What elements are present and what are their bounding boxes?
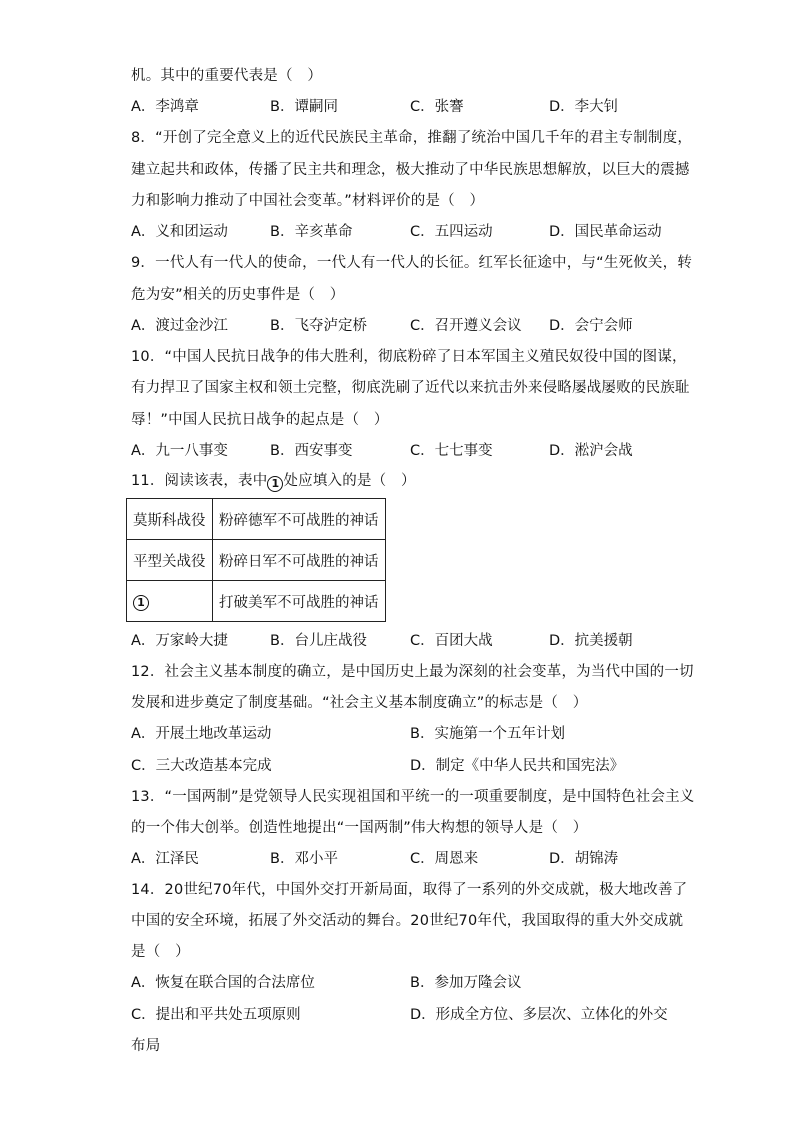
q10-stem-line: 10．“中国人民抗日战争的伟大胜利，彻底粉碎了日本军国主义殖民奴役中国的图谋， bbox=[131, 349, 687, 365]
q8-option-d: D．国民革命运动 bbox=[549, 224, 662, 240]
q7-option-b: B．谭嗣同 bbox=[270, 99, 338, 115]
q14-option-b: B．参加万隆会议 bbox=[410, 975, 522, 991]
q10-stem-line: 辱！”中国人民抗日战争的起点是（ ） bbox=[131, 412, 389, 428]
q11-stem-prefix: 11．阅读该表，表中 bbox=[131, 473, 268, 489]
table-cell: 粉碎德军不可战胜的神话 bbox=[213, 499, 386, 540]
q7-option-c: C．张謇 bbox=[410, 99, 464, 115]
q10-option-b: B．西安事变 bbox=[270, 443, 353, 459]
q12-option-a: A．开展土地改革运动 bbox=[131, 726, 272, 742]
q12-option-c: C．三大改造基本完成 bbox=[131, 758, 272, 774]
q8-stem-line: 8．“开创了完全意义上的近代民族民主革命，推翻了统治中国几千年的君主专制制度， bbox=[131, 130, 693, 146]
table-row bbox=[127, 581, 386, 622]
q10-option-d: D．淞沪会战 bbox=[549, 443, 633, 459]
q9-option-a: A．渡过金沙江 bbox=[131, 318, 228, 334]
q14-stem-line: 14．20世纪70年代，中国外交打开新局面，取得了一系列的外交成就，极大地改善了 bbox=[131, 882, 688, 898]
q14-option-d: D．形成全方位、多层次、立体化的外交 bbox=[410, 1007, 668, 1023]
q11-option-a: A．万家岭大捷 bbox=[131, 633, 228, 649]
q13-stem-line: 的一个伟大创举。创造性地提出“一国两制”伟大构想的领导人是（ ） bbox=[131, 820, 588, 836]
q12-stem-line: 发展和进步奠定了制度基础。“社会主义基本制度确立”的标志是（ ） bbox=[131, 695, 588, 711]
q12-stem-line: 12．社会主义基本制度的确立，是中国历史上最为深刻的社会变革，为当代中国的一切 bbox=[131, 664, 694, 680]
q7-stem-tail: 机。其中的重要代表是（ ） bbox=[131, 68, 323, 84]
table-row bbox=[127, 499, 386, 540]
table-cell: 莫斯科战役 bbox=[127, 499, 213, 540]
q11-stem-suffix: 处应填入的是（ ） bbox=[283, 473, 416, 489]
q14-option-a: A．恢复在联合国的合法席位 bbox=[131, 975, 315, 991]
q13-option-d: D．胡锦涛 bbox=[549, 851, 619, 867]
q14-option-c: C．提出和平共处五项原则 bbox=[131, 1007, 301, 1023]
q8-stem-line: 力和影响力推动了中国社会变革。”材料评价的是（ ） bbox=[131, 193, 485, 209]
q14-option-d-continuation: 布局 bbox=[131, 1038, 161, 1054]
table-cell: 平型关战役 bbox=[127, 540, 213, 581]
q14-stem-line: 是（ ） bbox=[131, 944, 190, 960]
q7-option-d: D．李大钊 bbox=[549, 99, 619, 115]
q10-option-c: C．七七事变 bbox=[410, 443, 493, 459]
q12-option-b: B．实施第一个五年计划 bbox=[410, 726, 565, 742]
q8-option-c: C．五四运动 bbox=[410, 224, 493, 240]
q9-option-d: D．会宁会师 bbox=[549, 318, 633, 334]
q10-option-a: A．九一八事变 bbox=[131, 443, 228, 459]
table-cell: 打破美军不可战胜的神话 bbox=[213, 581, 386, 622]
table-cell-blank bbox=[127, 581, 213, 622]
q13-stem-line: 13．“一国两制”是党领导人民实现祖国和平统一的一项重要制度，是中国特色社会主义 bbox=[131, 789, 695, 805]
q11-table bbox=[126, 498, 386, 622]
q11-option-c: C．百团大战 bbox=[410, 633, 493, 649]
q13-option-c: C．周恩来 bbox=[410, 851, 479, 867]
q8-stem-line: 建立起共和政体，传播了民主共和理念，极大推动了中华民族思想解放，以巨大的震撼 bbox=[131, 162, 690, 178]
q14-stem-line: 中国的安全环境，拓展了外交活动的舞台。20世纪70年代，我国取得的重大外交成就 bbox=[131, 913, 684, 929]
q8-option-b: B．辛亥革命 bbox=[270, 224, 353, 240]
q9-option-c: C．召开遵义会议 bbox=[410, 318, 522, 334]
table-cell: 粉碎日军不可战胜的神话 bbox=[213, 540, 386, 581]
q9-stem-line: 9．一代人有一代人的使命，一代人有一代人的长征。红军长征途中，与“生死攸关，转 bbox=[131, 255, 693, 271]
circled-one-mark: 1 bbox=[267, 476, 283, 492]
q10-stem-line: 有力捍卫了国家主权和领土完整，彻底洗刷了近代以来抗击外来侵略屡战屡败的民族耻 bbox=[131, 380, 690, 396]
q13-option-a: A．江泽民 bbox=[131, 851, 199, 867]
q7-option-a: A．李鸿章 bbox=[131, 99, 199, 115]
q9-stem-line: 危为安”相关的历史事件是（ ） bbox=[131, 287, 345, 303]
q11-option-d: D．抗美援朝 bbox=[549, 633, 633, 649]
q8-option-a: A．义和团运动 bbox=[131, 224, 228, 240]
q11-option-b: B．台儿庄战役 bbox=[270, 633, 367, 649]
q13-option-b: B．邓小平 bbox=[270, 851, 338, 867]
q11-stem bbox=[131, 471, 416, 492]
q12-option-d: D．制定《中华人民共和国宪法》 bbox=[410, 758, 625, 774]
circled-one-mark: 1 bbox=[133, 595, 149, 611]
table-row bbox=[127, 540, 386, 581]
q9-option-b: B．飞夺泸定桥 bbox=[270, 318, 367, 334]
